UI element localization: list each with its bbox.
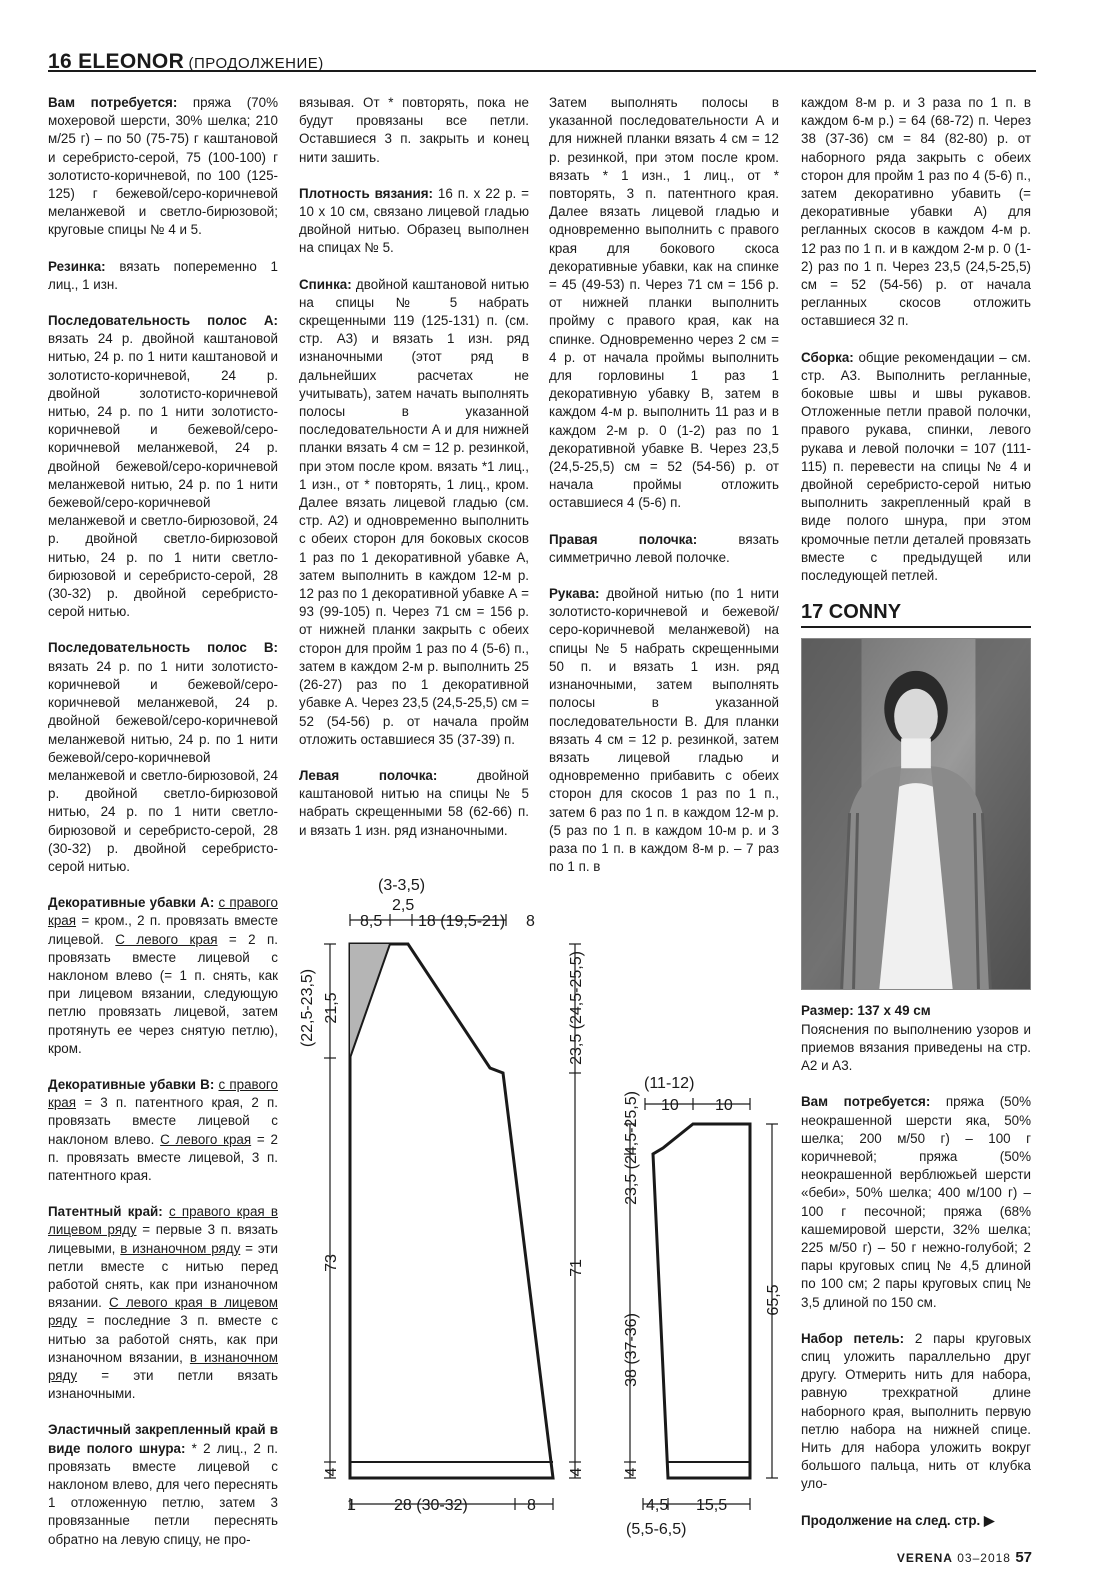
underline-text: с правого края в лицевом ряду bbox=[48, 1204, 278, 1238]
decreases-a-label: Декоративные убавки А: bbox=[48, 895, 215, 911]
rib-label: Резинка: bbox=[48, 258, 106, 274]
gauge-label: Плотность вязания: bbox=[299, 185, 433, 201]
size-value: 137 х 49 см bbox=[853, 1003, 931, 1019]
underline-text: с правого края bbox=[48, 895, 278, 929]
dim-sleeve-bottom-left: 4,5 bbox=[646, 1497, 669, 1514]
stripes-b-label: Последовательность полос В: bbox=[48, 640, 278, 656]
dim-body-neck-depth-range: (22,5-23,5) bbox=[299, 968, 316, 1048]
i-cord-label: Эластичный закрепленный край в виде полого шнура: bbox=[48, 1422, 278, 1456]
body-text: = 2 п. провязать вместе лицевой, 3 п. патентного края. bbox=[48, 1131, 278, 1183]
dim-sleeve-top-range: (11-12) bbox=[644, 1075, 695, 1092]
sleeve-piece-outline bbox=[648, 1122, 750, 1551]
body-text: = 3 п. патентного края, 2 п. провязать вместе лицевой с наклоном влево. bbox=[48, 1095, 278, 1147]
stripes-a-paragraph bbox=[48, 312, 278, 621]
text-column-4 bbox=[801, 94, 1031, 1530]
continued-next-page: Продолжение на след. стр. ▶ bbox=[801, 1512, 995, 1528]
sleeves-paragraph bbox=[549, 585, 779, 876]
dim-body-length: 73 bbox=[323, 1254, 340, 1272]
text-column-3 bbox=[549, 94, 779, 894]
left-front-label: Левая полочка: bbox=[299, 767, 438, 783]
left-front-paragraph bbox=[299, 767, 529, 840]
pattern-subtitle: (ПРОДОЛЖЕНИЕ) bbox=[188, 55, 324, 72]
underline-text: С левого края в лицевом ряду bbox=[48, 1295, 278, 1329]
left-front-continued: Затем выполнять полосы в указанной последовательности А и для нижней планки вязать 4 см = 12 р. резинкой, при этом после кром. вязать * 1 изн., 1 лиц., от * повторять, 3 п. патентного края. Далее вязать лицевой гладью и одновременно выполнить с правого края для бокового скоса декоративные убавки, как на спинке = 45 (49-53) п. Через 71 см = 156 р. от нижней планки выполнить пройму с правого края, как на спинке. Одновременно через 2 см = 4 р. от начала проймы выполнить для горловины 1 раз 1 декоративную убавку В, затем в каждом 4-м р. выполнить 11 раз и в каждом 2-м р. 0 (1-2) раз по 1 декоративной убавке В. Через 23,5 (24,5-25,5) см = 52 (54-56) р. от начала проймы отложить оставшиеся 4 (5-6) п. bbox=[549, 95, 779, 511]
body-text: = эти петли вязать изнаночными. bbox=[48, 1368, 278, 1402]
dim-sleeve-length: 38 (37-36) bbox=[623, 1313, 640, 1387]
stripes-b-text: вязать 24 р. по 1 нити золотисто-коричневой и бежевой/серо-коричневой меланжевой, 24 р. двойной бежевой/серо-коричневой меланжевой нитью, 24 р. по 1 нити бежевой/серо-коричневой меланжевой и светло-бирюзовой, 24 р. двойной светло-бирюзовой нитью, 24 р. по 1 нити светло-бирюзовой и серебристо-серой, 28 (30-32) р. двойной серебристо-серой нитью. bbox=[48, 658, 278, 874]
sleeves-label: Рукава: bbox=[549, 586, 600, 602]
rib-text: вязать попеременно 1 лиц., 1 изн. bbox=[48, 258, 278, 292]
underline-text: в изнаночном ряду bbox=[48, 1349, 278, 1383]
sleeves-continued: каждом 8-м р. и 3 раза по 1 п. в каждом 6-м р.) = 64 (68-72) п. Через 38 (37-36) см = 84 (82-80) р. от наборного ряда закрыть с обеих сторон для пройм 1 раз по 4 (5-6) п., затем декоративно убавить (= декоративные убавки А) для регланных скосов в каждом 4-м р. 12 раз по 1 п. и в каждом 2-м р. 0 (1-2) раз по 1 п. Через 23,5 (24,5-25,5) см = 52 (54-56) р. от начала регланных скосов отложить оставшиеся 32 п. bbox=[801, 95, 1031, 329]
sleeve-outline bbox=[653, 1124, 750, 1478]
body-text: = первые 3 п. вязать лицевыми, bbox=[48, 1222, 278, 1256]
underline-text: в изнаночном ряду bbox=[120, 1240, 241, 1256]
page-footer bbox=[897, 1549, 1032, 1566]
section-title-conny: 17 CONNY bbox=[801, 603, 1031, 628]
rib-paragraph bbox=[48, 258, 278, 294]
magazine-brand: VERENA bbox=[896, 1551, 953, 1565]
magazine-issue: 03–2018 bbox=[957, 1551, 1011, 1565]
back-paragraph bbox=[299, 276, 529, 749]
dim-body-left-top: 8,5 bbox=[360, 913, 383, 930]
back-text: двойной каштановой нитью на спицы № 5 набрать скрещенными 119 (125-131) п. (см. стр. А3) и вязать 1 изн. ряд изнаночными (этот ряд в дальнейших расчетах не учитывать), затем начать выполнять полосы в указанной последовательности А и для нижней планки вязать 4 см = 12 р. резинкой, при этом после кром. вязать *1 лиц., 1 изн., от * повторять, 1 лиц., кром. Далее вязать лицевой гладью (см. стр. А2) и одновременно выполнить с обеих сторон для боковых скосов 1 раз по 1 декоративной убавке А, затем выполнить в каждом 12-м р. 12 раз по 1 декоративной убавке А = 93 (99-105) п. Через 71 см = 156 р. от нижней планки закрыть с обеих сторон для пройм 1 раз по 4 (5-6) п., затем в каждом 2-м р. выполнить 25 (26-27) раз по 1 декоративной убавке А. Через 23,5 (24,5-25,5) см = 52 (54-56) р. от начала пройм отложить оставшиеся 35 (37-39) п. bbox=[299, 276, 529, 747]
dim-sleeve-top-left: 10 bbox=[661, 1097, 679, 1114]
decreases-b-label: Декоративные убавки В: bbox=[48, 1076, 215, 1092]
selvedge-label: Патентный край: bbox=[48, 1204, 163, 1220]
dim-body-width: 28 (30-32) bbox=[394, 1497, 468, 1514]
pattern-title: 16 ELEONOR bbox=[48, 50, 185, 73]
underline-text: С левого края bbox=[115, 931, 218, 947]
schematic-diagrams bbox=[290, 868, 800, 1588]
gauge-text: 16 п. x 22 р. = 10 x 10 см, связано лицевой гладью двойной нитью. Образец выполнен на спицах № 5. bbox=[299, 185, 529, 256]
conny-materials-paragraph bbox=[801, 1093, 1031, 1311]
page-number: 57 bbox=[1015, 1549, 1032, 1566]
body-text: = последние 3 п. вместе с нитью за работой снять, как при изнаночном вязании, bbox=[48, 1313, 278, 1365]
dim-body-neck-range: (3-3,5) bbox=[378, 877, 426, 894]
dim-body-right-top: 8 bbox=[526, 913, 535, 930]
dim-body-armhole: 23,5 (24,5-25,5) bbox=[568, 951, 585, 1065]
size-note: Пояснения по выполнению узоров и приемов вязания приведены на стр. А2 и А3. bbox=[801, 1021, 1031, 1074]
text-column-2 bbox=[299, 94, 529, 858]
assembly-label: Сборка: bbox=[801, 349, 854, 365]
right-front-text: вязать симметрично левой полочке. bbox=[549, 531, 779, 565]
dim-sleeve-bottom-range: (5,5-6,5) bbox=[626, 1521, 687, 1538]
cast-on-text: 2 пары круговых спиц уложить параллельно друг другу. Отмерить нить для набора, равную трехкратной длине наборного края, выполнить первую петлю набора на нижней спице. Нить для набора уложить вокруг большого пальца, нить от клубка уло- bbox=[801, 1330, 1032, 1492]
underline-text: С левого края bbox=[160, 1131, 252, 1147]
stripes-a-label: Последовательность полос А: bbox=[48, 313, 278, 329]
dim-sleeve-total: 65,5 bbox=[765, 1284, 782, 1316]
dim-sleeve-band: 4 bbox=[623, 1467, 640, 1477]
schematic-svg bbox=[290, 868, 800, 1588]
stripes-a-text: вязать 24 р. двойной каштановой нитью, 24 р. по 1 нити каштановой и золотисто-коричневой, 24 р. двойной золотисто-коричневой нитью, 24 р. по 1 нити золотисто-коричневой и бежевой/серо-коричневой меланжевой, 24 р. двойной бежевой/серо-коричневой меланжевой нитью, 24 р. по 1 нити бежевой/серо-коричневой меланжевой и светло-бирюзовой, 24 р. двойной светло-бирюзовой нитью, 24 р. по 1 нити светло-бирюзовой и серебристо-серой, 28 (30-32) р. двойной серебристо-серой нитью. bbox=[48, 331, 278, 620]
model-photo bbox=[801, 638, 1031, 990]
dim-body-bottom-right: 8 bbox=[527, 1497, 536, 1514]
right-front-label: Правая полочка: bbox=[549, 531, 698, 547]
decreases-b-paragraph bbox=[48, 1076, 278, 1185]
dim-sleeve-top-right: 10 bbox=[715, 1097, 733, 1114]
back-label: Спинка: bbox=[299, 276, 352, 292]
i-cord-paragraph bbox=[48, 1421, 278, 1548]
size-paragraph bbox=[801, 1002, 1031, 1075]
stripes-b-paragraph bbox=[48, 639, 278, 876]
dim-body-neck: 2,5 bbox=[392, 897, 415, 914]
dim-sleeve-bottom-right: 15,5 bbox=[696, 1497, 728, 1514]
sleeves-text: двойной нитью (по 1 нити золотисто-коричневой и бежевой/серо-коричневой меланжевой) на спицы № 5 набрать скрещенными 50 п. и вязать 1 изн. ряд изнаночными, затем выполнять полосы в указанной последовательности В. Для планки вязать 4 см = 12 р. резинкой, затем вязать лицевой гладью и одновременно прибавить с обеих сторон для скосов 1 раз по 1 п., затем 6 раз по 1 п. в каждом 12-м р. (5 раз по 1 п. в каждом 10-м р. и 3 раза по 1 п. в каждом 8-м р. – 7 раз по 1 п. в bbox=[549, 586, 779, 875]
underline-text: с правого края bbox=[48, 1076, 278, 1111]
dim-body-bottom-edge: 1 bbox=[347, 1497, 356, 1514]
materials-paragraph bbox=[48, 94, 278, 240]
dim-body-side: 71 bbox=[568, 1259, 585, 1277]
body-piece-outline bbox=[350, 944, 553, 1478]
left-front-text: двойной каштановой нитью на спицы № 5 набрать скрещенными 58 (62-66) п. и вязать 1 изн. ряд изнаночными. bbox=[299, 767, 529, 838]
materials-text: пряжа (70% мохеровой шерсти, 30% шелка; 210 м/25 г) – по 50 (75-75) г каштановой и серебристо-серой, 75 (100-100) г золотисто-коричневой, по 100 (125-125) г бежевой/серо-коричневой меланжевой и светло-бирюзовой; круговые спицы № 4 и 5. bbox=[48, 95, 278, 238]
body-text: = 2 п. провязать вместе лицевой с наклоном влево (= 1 п. снять, как при лицевом вязании, следующую петлю провязать лицевой, затем протянуть ее через снятую петлю), кром. bbox=[48, 931, 279, 1056]
dim-body-mid-top: 18 (19,5-21) bbox=[418, 913, 506, 930]
assembly-text: общие рекомендации – см. стр. А3. Выполнить регланные, боковые швы и швы рукавов. Отложенные петли правой полочки, правого рукава, спинки, левого рукава и левой полочки = 107 (111-115) п. перевести на спицы № 4 и двойной серебристо-серой нитью выполнить закрепленный край в виде полого шнура, при этом кромочные петли деталей провязать вместе с предыдущей или последующей петлей. bbox=[801, 349, 1031, 584]
dim-body-neck-depth: 21,5 bbox=[323, 992, 340, 1024]
conny-materials-text: пряжа (50% неокрашенной шерсти яка, 50% шелка; 200 м/50 г) – 100 г коричневой; пряжа (50% неокрашенной верблюжьей шерсти «беби», 50% шелка; 400 м/100 г) – 100 г песочной; пряжа (68% кашемировой шерсти, 32% шелка; 225 м/50 г) – 50 г нежно-голубой; 2 пары круговых спиц № 4,5 длиной по 100 см; 2 пары круговых спиц № 3,5 длиной по 150 см. bbox=[801, 1094, 1031, 1310]
cast-on-label: Набор петель: bbox=[801, 1330, 905, 1346]
dim-body-band: 4 bbox=[323, 1467, 340, 1477]
body-text: = эти петли вместе с нитью перед работой снять, как при изнаночном вязании. bbox=[48, 1240, 278, 1311]
decreases-a-paragraph bbox=[48, 894, 278, 1058]
dim-body-band-right: 4 bbox=[568, 1467, 585, 1477]
page-header bbox=[48, 50, 1036, 72]
i-cord-continued: вязывая. От * повторять, пока не будут провязаны все петли. Оставшиеся 3 п. закрыть и конец нити зашить. bbox=[299, 95, 529, 165]
size-label: Размер: bbox=[801, 1003, 854, 1019]
conny-materials-label: Вам потребуется: bbox=[801, 1094, 931, 1110]
i-cord-text: * 2 лиц., 2 п. провязать вместе лицевой с наклоном влево, для чего переснять 1 отложенную петлю, затем 3 провязанные петли переснять обратно на левую спицу, не про- bbox=[48, 1440, 278, 1547]
gauge-paragraph bbox=[299, 185, 529, 258]
text-column-1 bbox=[48, 94, 278, 1567]
right-front-paragraph bbox=[549, 531, 779, 567]
assembly-paragraph bbox=[801, 349, 1031, 586]
body-text: = кром., 2 п. провязать вместе лицевой. bbox=[48, 913, 278, 947]
selvedge-paragraph bbox=[48, 1203, 278, 1403]
dim-sleeve-raglan: 23,5 (24,5-25,5) bbox=[623, 1091, 640, 1205]
cast-on-paragraph bbox=[801, 1330, 1031, 1494]
materials-label: Вам потребуется: bbox=[48, 95, 178, 110]
